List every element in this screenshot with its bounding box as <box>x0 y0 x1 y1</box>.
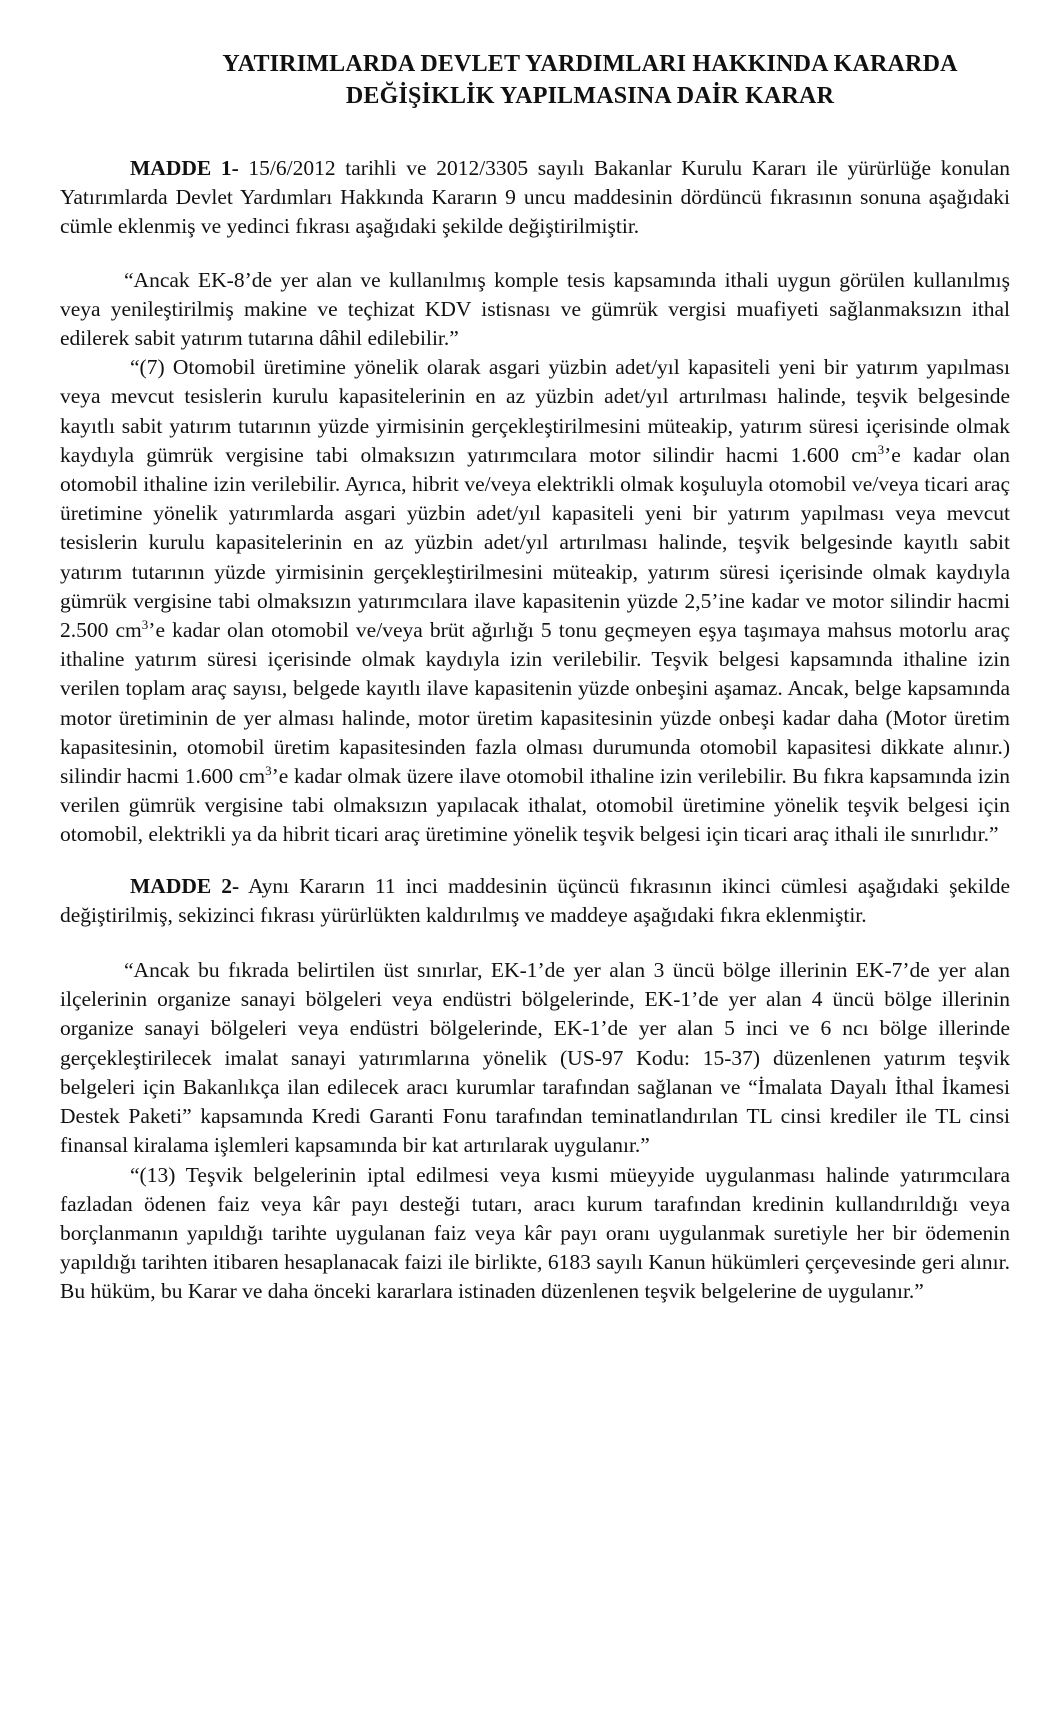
madde-2-paragraph <box>60 872 1010 930</box>
paragraph-7-part-1: “(7) Otomobil üretimine yönelik olarak asgari yüzbin adet/yıl kapasiteli yeni bir yatırım yapılması veya mevcut tesislerin kurulu kapasitelerinin en az yüzbin adet/yıl artırılması halinde, teşvik belgesinde kayıtlı sabit yatırım tutarının yüzde yirmisinin gerçekleştirilmesini müteakip, yatırım süresi içerisinde olmak kaydıyla gümrük vergisine tabi olmaksızın yatırımcılara motor silindir hacmi 1.600 cm <box>60 355 1010 467</box>
paragraph-7-part-4: ’e kadar olmak üzere ilave otomobil ithaline izin verilebilir. Bu fıkra kapsamında izin verilen gümrük vergisine tabi olmaksızın yapılacak ithalat, otomobil üretimine yönelik teşvik belgesi için otomobil, elektrikli ya da hibrit ticari araç üretimine yönelik teşvik belgesi için ticari araç ithali ile sınırlıdır.” <box>60 764 1011 847</box>
quote-ek8-paragraph: “Ancak EK-8’de yer alan ve kullanılmış komple tesis kapsamında ithali uygun görülen kullanılmış veya yenileştirilmiş makine ve teçhizat KDV istisnası ve gümrük vergisi muafiyeti sağlanmaksızın ithal edilerek sabit yatırım tutarına dâhil edilebilir.” <box>60 267 1010 351</box>
superscript-cube-2: 3 <box>141 616 149 632</box>
madde-1-paragraph <box>60 154 1010 242</box>
paragraph-7-part-3: ’e kadar olan otomobil ve/veya brüt ağırlığı 5 tonu geçmeyen eşya taşımaya mahsus motorlu araç ithaline yatırım süresi içerisinde olmak kaydıyla izin verilebilir. Teşvik belgesi kapsamında ithaline izin verilen toplam araç sayısı, belgede kayıtlı ilave kapasitenin yüzde onbeşini aşamaz. Ancak, belge kapsamında motor üretiminin de yer alması halinde, motor üretim kapasitesinin yüzde onbeşi kadar daha (Motor üretim kapasitesinin, otomobil üretim kapasitesinden fazla olması durumunda otomobil kapasitesi dikkate alınır.) silindir hacmi 1.600 cm <box>60 618 1010 789</box>
paragraph-7 <box>60 353 1010 849</box>
paragraph-13: “(13) Teşvik belgelerinin iptal edilmesi veya kısmi müeyyide uygulanması halinde yatırımcılara fazladan ödenen faiz veya kâr payı desteği tutarı, aracı kurum tarafından kredinin kullandırıldığı veya borçlanmanın yapıldığı tarihte uygulanan faiz veya kâr payı oranı uygulanmak suretiyle her bir ödemenin yapıldığı tarihten itibaren hesaplanacak faizi ile birlikte, 6183 sayılı Kanun hükümleri çerçevesinde geri alınır. Bu hüküm, bu Karar ve daha önceki kararlara istinaden düzenlenen teşvik belgelerine de uygulanır.” <box>60 1162 1010 1304</box>
paragraph-7-part-2: ’e kadar olan otomobil ithaline izin verilebilir. Ayrıca, hibrit ve/veya elektrikli olmak koşuluyla otomobil ve/veya ticari araç üretimine yönelik yatırımlarda asgari yüzbin adet/yıl kapasiteli yeni bir yatırım yapılması veya mevcut tesislerin kurulu kapasitelerinin en az yüzbin adet/yıl artırılması halinde, teşvik belgesinde kayıtlı sabit yatırım tutarının yüzde yirmisinin gerçekleştirilmesini müteakip, yatırım süresi içerisinde olmak kaydıyla gümrük vergisine tabi olmaksızın yatırımcılara ilave kapasitenin yüzde 2,5’ine kadar ve motor silindir hacmi 2.500 cm <box>60 442 1010 643</box>
madde-2-text: Aynı Kararın 11 inci maddesinin üçüncü fıkrasının ikinci cümlesi aşağıdaki şekilde değiştirilmiş, sekizinci fıkrası yürürlükten kaldırılmış ve maddeye aşağıdaki fıkra eklenmiştir. <box>60 873 1010 927</box>
title-line-1: YATIRIMLARDA DEVLET YARDIMLARI HAKKINDA KARARDA <box>222 51 958 77</box>
title-line-2: DEĞİŞİKLİK YAPILMASINA DAİR KARAR <box>345 83 835 109</box>
madde-2-label: MADDE 2- <box>130 873 240 898</box>
superscript-cube-3: 3 <box>265 762 272 778</box>
madde-1-label: MADDE 1- <box>130 156 239 180</box>
quote-madde-2-paragraph: “Ancak bu fıkrada belirtilen üst sınırlar, EK-1’de yer alan 3 üncü bölge illerinin EK-7’de yer alan ilçelerinin organize sanayi bölgeleri veya endüstri bölgelerinde, EK-1’de yer alan 4 üncü bölge illerinin organize sanayi bölgeleri veya endüstri bölgelerinde, EK-1’de yer alan 5 inci ve 6 ncı bölge illerinde gerçekleştirilecek imalat sanayi yatırımlarına yönelik (US-97 Kodu: 15-37) düzenlenen yatırım teşvik belgeleri için Bakanlıkça ilan edilecek aracı kurumlar tarafından sağlanan ve “İmalata Dayalı İthal İkamesi Destek Paketi” kapsamında Kredi Garanti Fonu tarafından teminatlandırılan TL cinsi krediler ile TL cinsi finansal kiralama işlemleri kapsamında bir kat artırılarak uygulanır.” <box>60 958 1010 1158</box>
superscript-cube-1: 3 <box>877 441 885 457</box>
document-page <box>60 48 1010 1307</box>
document-title <box>170 48 1010 112</box>
madde-1-text: 15/6/2012 tarihli ve 2012/3305 sayılı Bakanlar Kurulu Kararı ile yürürlüğe konulan Yatırımlarda Devlet Yardımları Hakkında Kararın 9 uncu maddesinin dördüncü fıkrasının sonuna aşağıdaki cümle eklenmiş ve yedinci fıkrası aşağıdaki şekilde değiştirilmiştir. <box>60 156 1011 239</box>
